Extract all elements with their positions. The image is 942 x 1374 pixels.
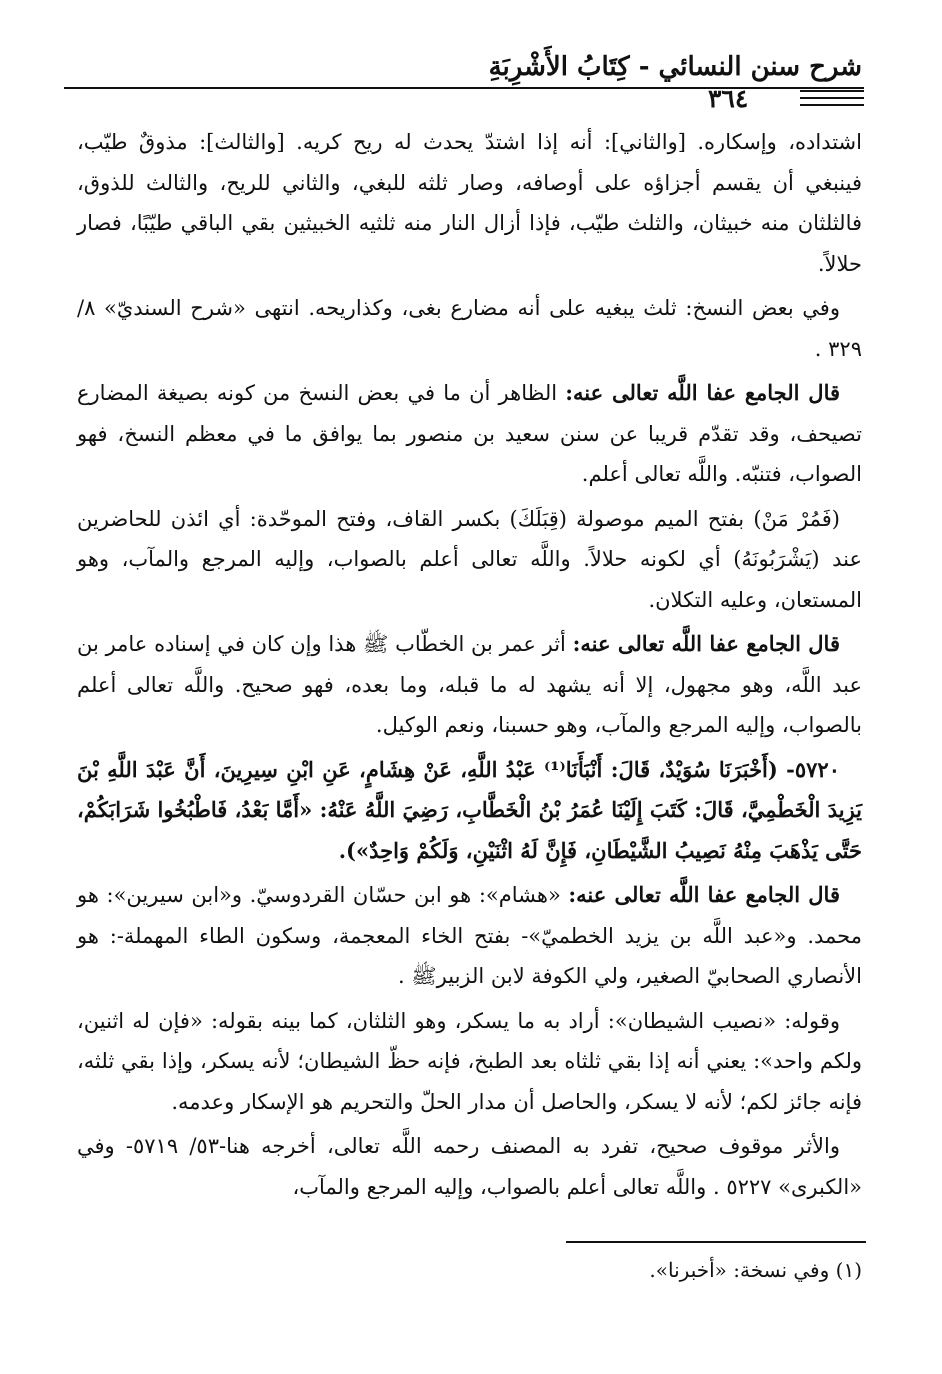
number-rule	[800, 97, 864, 99]
paragraph-lead: قال الجامع عفا اللَّه تعالى عنه:	[565, 380, 841, 405]
paragraph-lead: قال الجامع عفا اللَّه تعالى عنه:	[572, 631, 840, 656]
page-number: ٣٦٤	[708, 84, 749, 113]
paragraph-text: ٥٧٢٠- (أَخْبَرَنَا سُوَيْدٌ، قَالَ: أَنْبَأَنَا⁽¹⁾ عَبْدُ اللَّهِ، عَنْ هِشَامٍ، عَنِ ابْنِ سِيرِينَ، أَنَّ عَبْدَ اللَّهِ بْنَ يَزِيدَ الْخَطْمِيَّ، قَالَ: كَتَبَ إِلَيْنَا عُمَرُ بْنُ الْخَطَّابِ، رَضِيَ اللَّهُ عَنْهُ: «أَمَّا بَعْدُ، فَاطْبُخُوا شَرَابَكُمْ، حَتَّى يَذْهَبَ مِنْهُ نَصِيبُ الشَّيْطَانِ، فَإِنَّ لَهُ اثْنَيْنِ، وَلَكُمْ وَاحِدٌ»).	[77, 756, 862, 863]
paragraph-text: «هشام»: هو ابن حسّان القردوسيّ. و«ابن سيرين»: هو محمد. و«عبد اللَّه بن يزيد الخطميّ»- بفتح الخاء المعجمة، وسكون الطاء المهملة-: هو الأنصاري الصحابيّ الصغير، ولي الكوفة لابن الزبيرﷺ .	[77, 883, 862, 988]
paragraph	[77, 875, 862, 997]
paragraph	[77, 1126, 862, 1207]
running-title: شرح سنن النسائي - كِتَابُ الأَشْرِبَةِ	[488, 52, 862, 82]
number-rule	[800, 90, 864, 92]
footnote-rule	[566, 1241, 866, 1243]
paragraph-text: (فَمُرْ مَنْ) بفتح الميم موصولة (قِبَلَكَ) بكسر القاف، وفتح الموحّدة: أي ائذن للحاضرين عند (يَشْرَبُونَهُ) أي لكونه حلالاً. واللَّه تعالى أعلم بالصواب، وإليه المرجع والمآب، وهو المستعان، وعليه التكلان.	[77, 506, 862, 612]
paragraph-text: وفي بعض النسخ: ثلث يبغيه على أنه مضارع بغى، وكذاريحه. انتهى «شرح السنديّ» ٨/ ٣٢٩ .	[77, 296, 862, 361]
paragraph	[77, 122, 862, 284]
paragraph-text: الظاهر أن ما في بعض النسخ من كونه بصيغة المضارع تصيحف، وقد تقدّم قريبا عن سنن سعيد بن منصور بما يوافق ما في معظم النسخ، فهو الصواب، فتنبّه. واللَّه تعالى أعلم.	[77, 381, 862, 486]
hadith-text	[77, 750, 862, 872]
footnote: (١) وفي نسخة: «أخبرنا».	[649, 1258, 862, 1282]
paragraph	[77, 288, 862, 369]
paragraph	[77, 1001, 862, 1123]
paragraph-text: اشتداده، وإسكاره. [والثاني]: أنه إذا اشتدّ يحدث له ريح كريه. [والثالث]: مذوقٌ طيّب، فينبغي أن يقسم أجزاؤه على أوصافه، وصار ثلثه للبغي، والثاني للريح، والثالث للذوق، فالثلثان منه خبيثان، والثلث طيّب، فإذا أزال النار منه ثلثيه الخبيثين بقي الباقي طيّبًا، فصار حلالاً.	[77, 130, 862, 276]
paragraph-text: أثر عمر بن الخطّاب ﷺ هذا وإن كان في إسناده عامر بن عبد اللَّه، وهو مجهول، إلا أنه يشهد له ما قبله، وما بعده، فهو صحيح. واللَّه تعالى أعلم بالصواب، وإليه المرجع والمآب، وهو حسبنا، ونعم الوكيل.	[77, 632, 862, 737]
paragraph-lead: قال الجامع عفا اللَّه تعالى عنه:	[568, 882, 840, 907]
number-rule	[800, 104, 864, 106]
body-text	[77, 122, 862, 1211]
page-number-rules	[800, 90, 864, 111]
paragraph-text: والأثر موقوف صحيح، تفرد به المصنف رحمه اللَّه تعالى، أخرجه هنا-٥٣/ ٥٧١٩- وفي «الكبرى» ٥٢٢٧ . واللَّه تعالى أعلم بالصواب، وإليه المرجع والمآب،	[77, 1134, 862, 1199]
paragraph	[77, 499, 862, 621]
paragraph-text: وقوله: «نصيب الشيطان»: أراد به ما يسكر، وهو الثلثان، كما بينه بقوله: «فإن له اثنين، ولكم واحد»: يعني أنه إذا بقي ثلثاه بعد الطبخ، فإنه حظّ الشيطان؛ لأنه يسكر، وإذا بقي ثلثه، فإنه جائز لكم؛ لأنه لا يسكر، والحاصل أن مدار الحلّ والتحريم هو الإسكار وعدمه.	[77, 1008, 862, 1114]
paragraph	[77, 624, 862, 746]
paragraph	[77, 373, 862, 495]
